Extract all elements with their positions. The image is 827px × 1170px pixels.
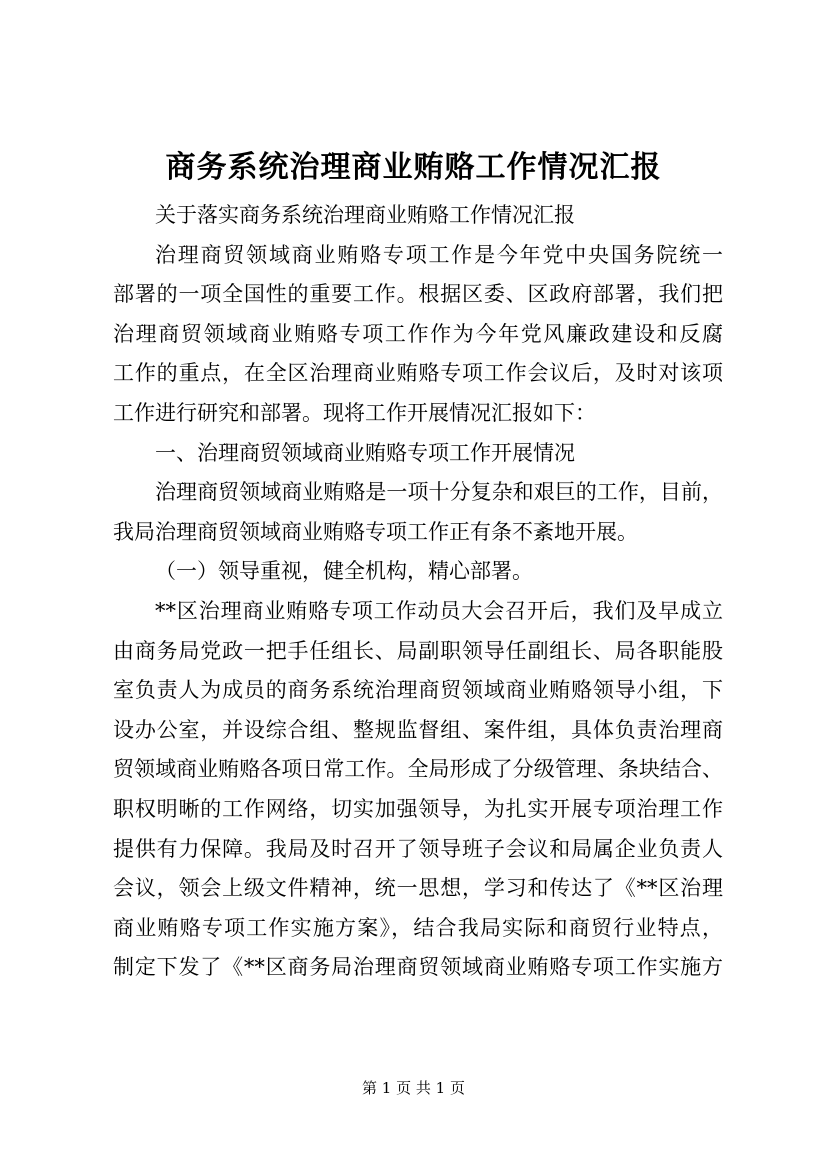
text-line: 提供有力保障。我局及时召开了领导班子会议和局属企业负责人 bbox=[113, 836, 723, 861]
text-line: （一）领导重视，健全机构，精心部署。 bbox=[155, 559, 533, 584]
text-line: 商业贿赂专项工作实施方案》，结合我局实际和商贸行业特点， bbox=[113, 915, 723, 940]
page-footer: 第 1 页 共 1 页 bbox=[362, 1079, 465, 1097]
document-title: 商务系统治理商业贿赂工作情况汇报 bbox=[165, 150, 662, 185]
text-line: 我局治理商贸领域商业贿赂专项工作正有条不紊地开展。 bbox=[113, 519, 638, 544]
text-line: 部署的一项全国性的重要工作。根据区委、区政府部署，我们把 bbox=[113, 282, 723, 307]
text-line: **区治理商业贿赂专项工作动员大会召开后，我们及早成立 bbox=[155, 598, 723, 623]
text-line: 设办公室，并设综合组、整规监督组、案件组，具体负责治理商 bbox=[113, 717, 723, 742]
text-line: 制定下发了《**区商务局治理商贸领域商业贿赂专项工作实施方 bbox=[113, 955, 723, 980]
text-line: 会议，领会上级文件精神，统一思想，学习和传达了《**区治理 bbox=[113, 876, 723, 901]
text-line: 贸领域商业贿赂各项日常工作。全局形成了分级管理、条块结合、 bbox=[113, 757, 723, 782]
text-line: 治理商贸领域商业贿赂专项工作作为今年党风廉政建设和反腐 bbox=[113, 321, 723, 346]
text-line: 一、治理商贸领域商业贿赂专项工作开展情况 bbox=[155, 440, 575, 465]
text-line: 由商务局党政一把手任组长、局副职领导任副组长、局各职能股 bbox=[113, 638, 723, 663]
text-line: 工作的重点，在全区治理商业贿赂专项工作会议后，及时对该项 bbox=[113, 361, 723, 386]
text-line: 职权明晰的工作网络，切实加强领导，为扎实开展专项治理工作 bbox=[113, 796, 723, 821]
text-line: 治理商贸领域商业贿赂专项工作是今年党中央国务院统一 bbox=[155, 242, 723, 267]
text-line: 关于落实商务系统治理商业贿赂工作情况汇报 bbox=[155, 203, 575, 227]
text-line: 治理商贸领域商业贿赂是一项十分复杂和艰巨的工作，目前， bbox=[155, 480, 723, 505]
text-line: 室负责人为成员的商务系统治理商贸领域商业贿赂领导小组，下 bbox=[113, 678, 723, 703]
text-line: 工作进行研究和部署。现将工作开展情况汇报如下： bbox=[113, 400, 596, 425]
document-body bbox=[113, 196, 723, 988]
